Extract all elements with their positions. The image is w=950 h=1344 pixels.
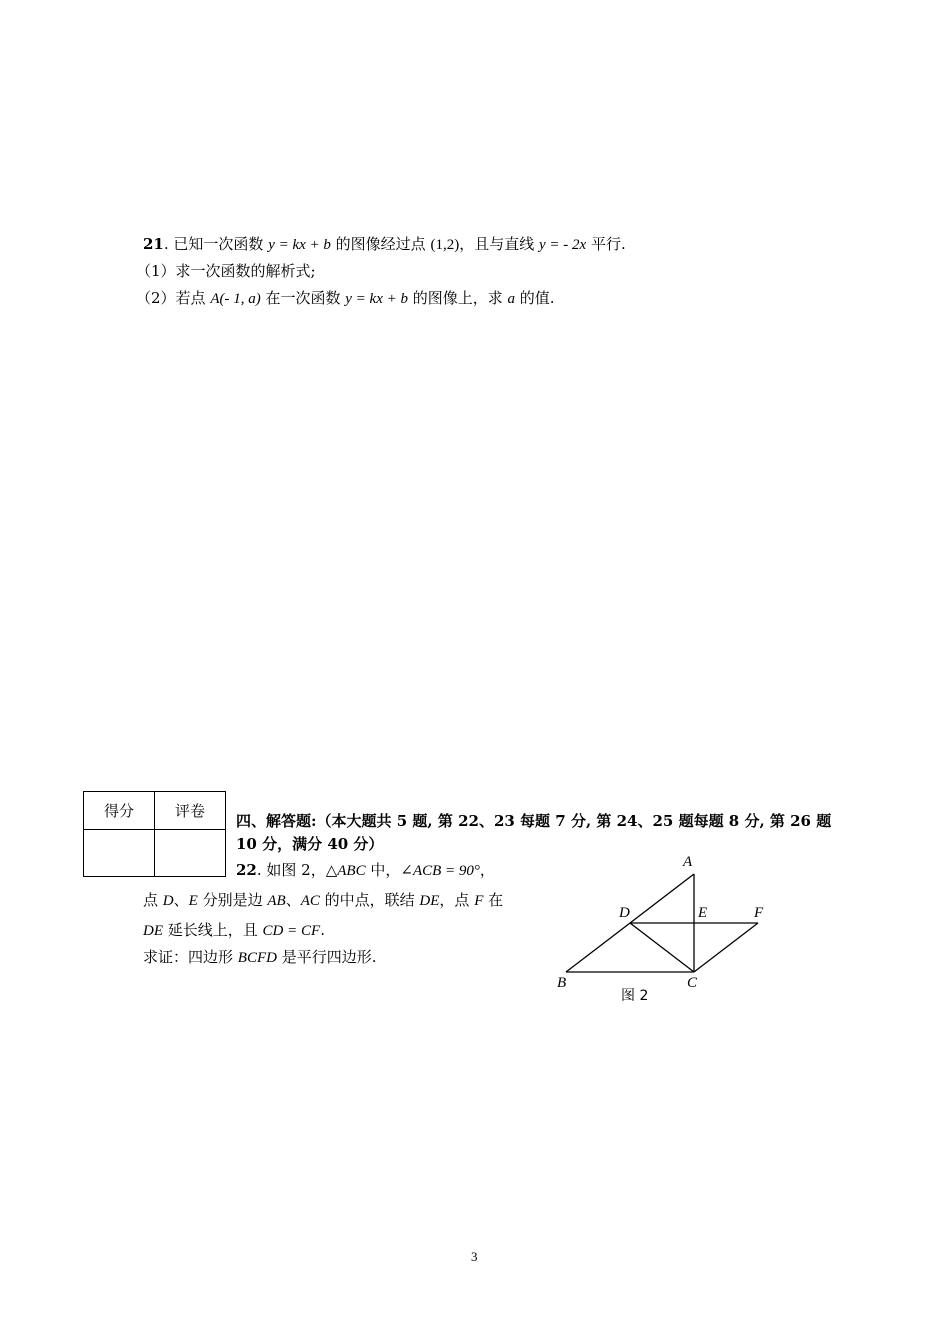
q22-line-1: 22. 如图 2，△ABC 中，∠ACB = 90°， xyxy=(236,861,495,879)
q21-point: (1,2) xyxy=(430,237,460,253)
q21-equation-1: y = kx + b xyxy=(268,237,331,253)
label-e: E xyxy=(698,905,708,921)
segment-dc xyxy=(630,923,694,972)
figure-caption: 图 2 xyxy=(621,988,649,1004)
q22-line-3: DE 延长线上，且 CD = CF. xyxy=(143,921,325,939)
q22-line-2: 点 D、E 分别是边 AB、AC 的中点，联结 DE，点 F 在 xyxy=(143,891,504,909)
score-label: 得分 xyxy=(84,792,155,830)
score-cell xyxy=(84,830,155,877)
label-f: F xyxy=(754,905,764,921)
label-c: C xyxy=(687,975,698,991)
q22-angle: ∠ACB = 90° xyxy=(400,863,480,879)
q22-line-4: 求证：四边形 BCFD 是平行四边形. xyxy=(143,948,377,966)
q22-number: 22 xyxy=(236,861,257,879)
label-b: B xyxy=(557,975,567,991)
grader-cell xyxy=(155,830,226,877)
segment-cf xyxy=(694,923,758,972)
section-4-heading-line-1: 四、解答题:（本大题共 5 题, 第 22、23 每题 7 分, 第 24、25 题每题 8 分, 第 26 题 xyxy=(236,812,832,830)
grader-label: 评卷 xyxy=(155,792,226,830)
q21-stem: 21. 已知一次函数 y = kx + b 的图像经过点 (1,2)，且与直线 y = - 2x 平行. xyxy=(143,235,626,253)
q21-part-1: （1）求一次函数的解析式; xyxy=(136,262,316,280)
q21-part-2: （2）若点 A(- 1, a) 在一次函数 y = kx + b 的图像上，求 a 的值. xyxy=(136,289,555,307)
label-a: A xyxy=(683,854,693,870)
label-d: D xyxy=(619,905,630,921)
section-4-heading-line-2: 10 分，满分 40 分） xyxy=(236,835,384,853)
geometry-figure xyxy=(548,848,778,1008)
q21-equation-2: y = - 2x xyxy=(538,237,587,253)
score-table xyxy=(83,791,226,877)
page-number: 3 xyxy=(471,1249,478,1264)
q21-point-a: A(- 1, a) xyxy=(210,291,261,307)
q21-number: 21 xyxy=(143,235,164,253)
